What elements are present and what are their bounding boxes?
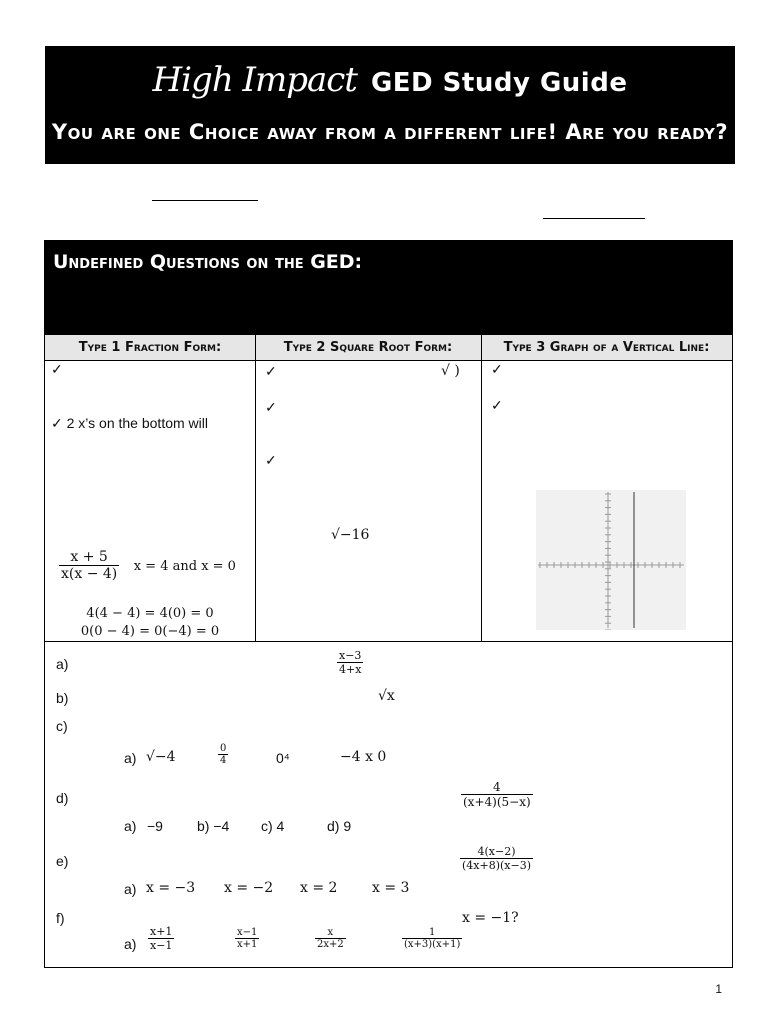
header-banner [45, 46, 735, 164]
checkmark-icon: ✓ [491, 397, 503, 413]
question-c-option-1: √−4 [146, 749, 176, 765]
question-f-option-4-numerator: 1 [402, 927, 462, 939]
example-square-root: √−16 [331, 527, 370, 543]
question-d-option-3: c) 4 [261, 818, 285, 834]
example-values: x = 4 and x = 0 [133, 558, 236, 574]
evaluation-line-1: 4(4 − 4) = 4(0) = 0 [86, 606, 214, 621]
question-e-option-4: x = 3 [372, 880, 410, 896]
graph-svg [536, 490, 686, 630]
question-c-option-4: −4 x 0 [340, 749, 387, 765]
question-d-numerator: 4 [461, 780, 533, 795]
date-blank-line[interactable] [543, 218, 645, 219]
type2-cell [255, 361, 481, 641]
question-d-option-1: −9 [147, 818, 163, 834]
question-a-numerator: x−3 [339, 649, 362, 662]
square-root-symbol: √ ) [441, 363, 460, 379]
evaluation-line-2: 0(0 − 4) = 0(−4) = 0 [80, 624, 220, 639]
question-f-option-2-numerator: x−1 [237, 927, 258, 938]
tagline: You are one Choice away from a different life! Are you ready? [51, 120, 729, 144]
question-f-option-4 [402, 927, 462, 950]
column-header-type2: Type 2 Square Root Form: [255, 335, 481, 361]
question-c-option-2-numerator: 0 [220, 743, 227, 754]
question-f-option-2 [235, 927, 259, 950]
checkmark-icon: ✓ [265, 452, 277, 468]
question-f-option-2-denominator: x+1 [237, 939, 258, 950]
question-e-option-1: x = −3 [146, 880, 196, 896]
example-denominator: x(x − 4) [61, 566, 118, 582]
question-label-b: b) [56, 690, 69, 706]
question-a-fraction [337, 649, 363, 676]
question-e-option-label: a) [124, 881, 137, 897]
question-label-f: f) [56, 910, 65, 926]
column-header-type3: Type 3 Graph of a Vertical Line: [481, 335, 732, 361]
checkmark-icon: ✓ [265, 399, 277, 415]
example-fraction [59, 549, 119, 582]
question-e-option-3: x = 2 [300, 880, 338, 896]
question-label-d: d) [56, 790, 69, 806]
example-expression [59, 549, 236, 582]
question-d-option-4: d) 9 [327, 818, 352, 834]
question-f-option-4-denominator: (x+3)(x+1) [404, 939, 461, 950]
question-e-numerator: 4(x−2) [460, 845, 533, 859]
question-label-e: e) [56, 853, 69, 869]
table-heading-bar [45, 241, 732, 335]
question-a-denominator: 4+x [339, 663, 362, 676]
name-blank-line[interactable] [152, 200, 258, 201]
question-f-option-label: a) [124, 936, 137, 952]
title-row [45, 60, 735, 100]
page-number: 1 [715, 982, 722, 996]
question-e-denominator: (4x+8)(x−3) [462, 859, 532, 872]
question-c-option-label: a) [124, 750, 137, 766]
question-e-fraction [460, 845, 533, 872]
question-f-expression: x = −1? [462, 910, 519, 926]
question-d-option-2: b) −4 [197, 818, 230, 834]
page-title: GED Study Guide [370, 68, 628, 98]
question-f-option-1-denominator: x−1 [150, 939, 173, 952]
bullet-two-xs: ✓ 2 x’s on the bottom will [51, 415, 208, 431]
question-label-a: a) [56, 656, 69, 672]
type1-cell [45, 361, 255, 641]
checkmark-icon: ✓ [491, 361, 503, 377]
question-d-denominator: (x+4)(5−x) [463, 795, 531, 809]
question-f-option-3-numerator: x [315, 927, 346, 939]
question-f-option-1-numerator: x+1 [150, 925, 173, 938]
question-c-option-2 [218, 743, 228, 766]
question-f-option-3 [315, 927, 346, 950]
question-c-option-3: 0⁴ [276, 750, 290, 766]
question-d-option-label: a) [124, 818, 137, 834]
axis-ticks [540, 494, 680, 630]
question-b-expression: √x [378, 688, 395, 704]
checkmark-icon: ✓ [265, 363, 277, 379]
vertical-line-graph [536, 490, 686, 630]
question-f-option-3-denominator: 2x+2 [317, 939, 344, 950]
question-d-fraction [461, 780, 533, 809]
question-c-option-2-denominator: 4 [220, 755, 227, 766]
question-label-c: c) [56, 718, 68, 734]
example-numerator: x + 5 [59, 549, 119, 566]
question-f-option-1 [148, 925, 174, 952]
brand-script-title: High Impact [152, 60, 357, 100]
column-header-type1: Type 1 Fraction Form: [45, 335, 255, 361]
checkmark-icon: ✓ [51, 361, 63, 377]
question-e-option-2: x = −2 [224, 880, 274, 896]
table-heading: Undefined Questions on the GED: [53, 251, 363, 273]
